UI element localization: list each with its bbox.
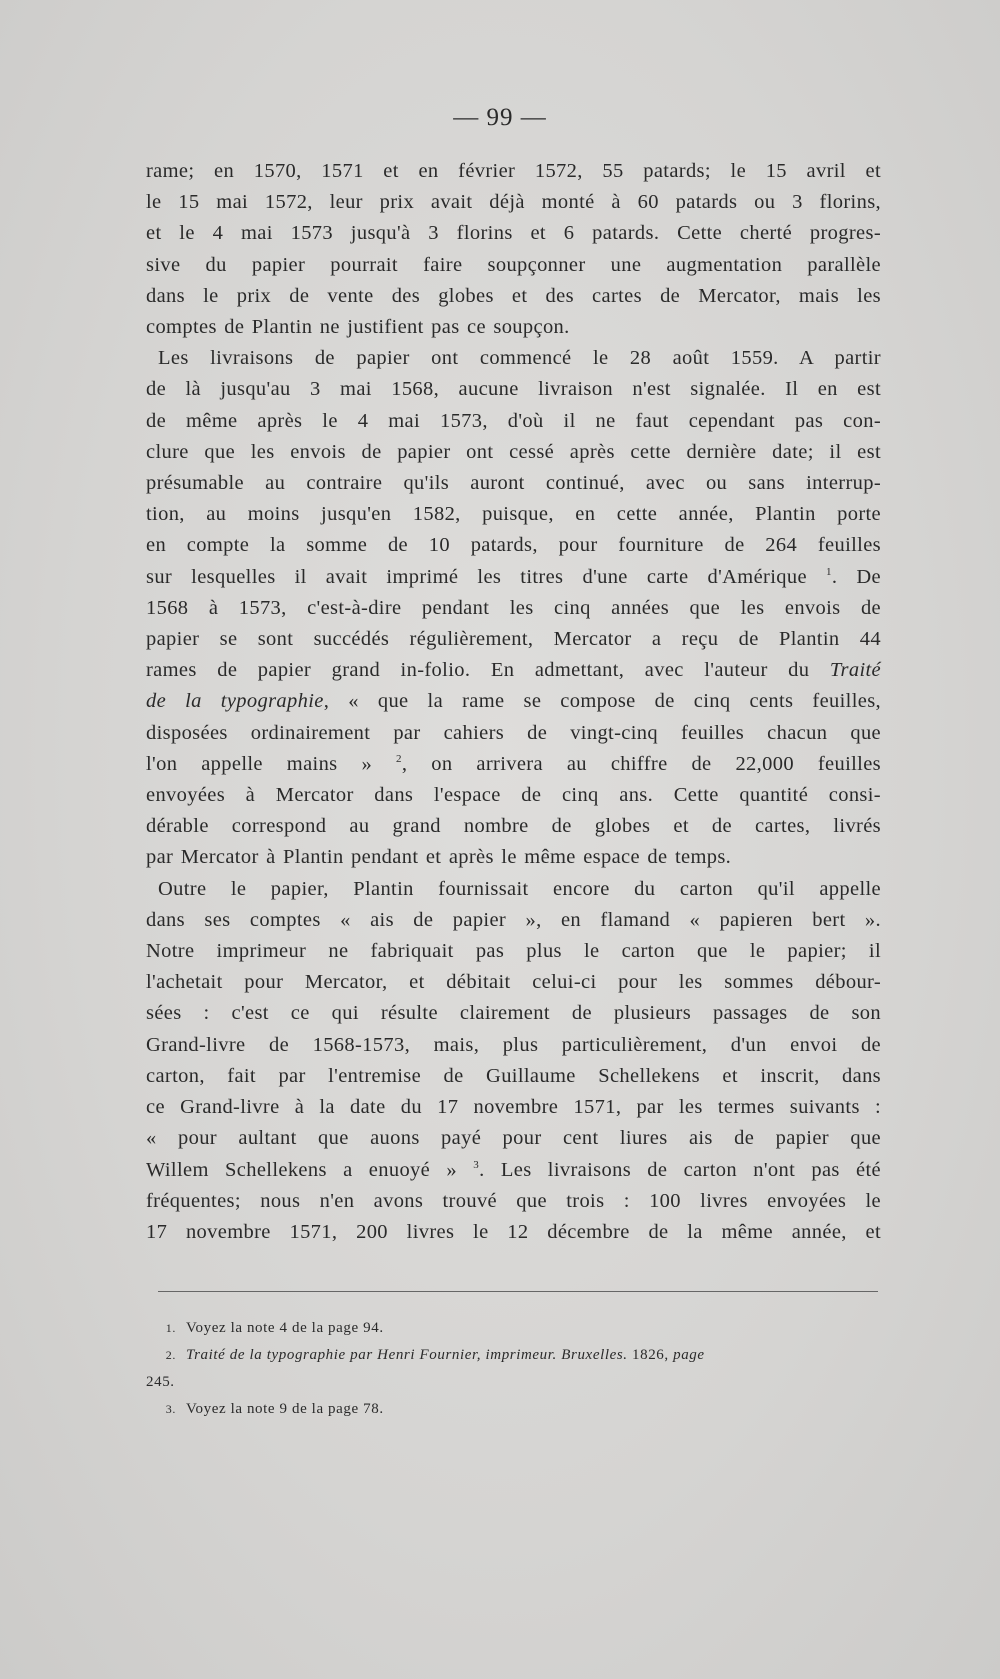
text-line: par Mercator à Plantin pendant et après le même espace de temps. [146, 846, 732, 869]
text-line: Outre le papier, Plantin fournissait encore du carton qu'il appelle [158, 877, 881, 900]
text-fragment: Willem Schellekens a enuoyé » [146, 1158, 457, 1181]
footnote-number: 3. [165, 1402, 176, 1416]
text-line: 1568 à 1573, c'est-à-dire pendant les cinq années que les envois de [146, 596, 881, 619]
footnote-text: Voyez la note 9 de la page 78. [186, 1401, 384, 1417]
footnote-page-word: page [673, 1347, 705, 1363]
footnote-2 [146, 1342, 881, 1369]
text-line: Les livraisons de papier ont commencé le 28 août 1559. A partir [158, 347, 881, 370]
text-line: l'achetait pour Mercator, et débitait celui-ci pour les sommes débour- [146, 971, 881, 994]
body-text [146, 156, 881, 1248]
text-line [146, 686, 881, 717]
text-line: Grand-livre de 1568-1573, mais, plus particulièrement, d'un envoi de [146, 1033, 881, 1056]
book-title-italic: Traité [829, 659, 882, 682]
text-fragment: rames de papier grand in-folio. En admettant, avec l'auteur du [146, 659, 810, 682]
book-title-italic: de la typographie [146, 690, 324, 713]
footnote-1 [146, 1315, 881, 1342]
text-line: de même après le 4 mai 1573, d'où il ne faut cependant pas con- [146, 409, 881, 432]
text-line: Notre imprimeur ne fabriquait pas plus le carton que le papier; il [146, 940, 881, 963]
text-line: dans ses comptes « ais de papier », en flamand « papieren bert ». [146, 908, 881, 931]
text-line: dérable correspond au grand nombre de globes et de cartes, livrés [146, 815, 881, 838]
text-line [146, 562, 881, 593]
text-line [146, 1155, 881, 1186]
text-line: « pour aultant que auons payé pour cent liures ais de papier que [146, 1127, 881, 1150]
text-line: carton, fait par l'entremise de Guillaume Schellekens et inscrit, dans [146, 1064, 881, 1087]
text-line [146, 655, 881, 686]
footnote-ref: 1 [825, 565, 832, 578]
footnote-text: Voyez la note 4 de la page 94. [186, 1320, 384, 1336]
text-line: papier se sont succédés régulièrement, Mercator a reçu de Plantin 44 [146, 628, 881, 651]
text-line [146, 749, 881, 780]
text-line: de là jusqu'au 3 mai 1568, aucune livraison n'est signalée. Il en est [146, 378, 881, 401]
text-line: sive du papier pourrait faire soupçonner une augmentation parallèle [146, 253, 881, 276]
footnote-ref: 3 [473, 1158, 480, 1171]
page-number: — 99 — [453, 104, 547, 131]
text-line: rame; en 1570, 1571 et en février 1572, 55 patards; le 15 avril et [146, 160, 881, 182]
text-line: comptes de Plantin ne justifient pas ce soupçon. [146, 316, 570, 339]
footnote-number: 1. [165, 1321, 176, 1335]
text-line: fréquentes; nous n'en avons trouvé que trois : 100 livres envoyées le [146, 1189, 881, 1212]
text-line: sées : c'est ce qui résulte clairement de plusieurs passages de son [146, 1002, 881, 1025]
footnote-3 [146, 1396, 881, 1423]
text-fragment: sur lesquelles il avait imprimé les titres d'une carte d'Amérique [146, 565, 807, 588]
text-line: le 15 mai 1572, leur prix avait déjà monté à 60 patards ou 3 florins, [146, 191, 881, 214]
footnotes [146, 1315, 881, 1423]
footnote-divider [158, 1291, 878, 1292]
text-fragment: , « que la rame se compose de cinq cents feuilles, [323, 690, 882, 713]
text-line: en compte la somme de 10 patards, pour fourniture de 264 feuilles [146, 534, 881, 557]
footnote-italic-text: Traité de la typographie par Henri Fournier, imprimeur. Bruxelles. [186, 1347, 628, 1363]
footnote-number: 2. [165, 1348, 176, 1362]
text-line: présumable au contraire qu'ils auront continué, avec ou sans interrup- [146, 472, 881, 495]
text-line: 17 novembre 1571, 200 livres le 12 décembre de la même année, et [146, 1220, 881, 1243]
footnote-2-continuation: 245. [146, 1374, 175, 1390]
footnote-year: 1826, [627, 1347, 674, 1363]
text-line: ce Grand-livre à la date du 17 novembre 1571, par les termes suivants : [146, 1096, 881, 1119]
text-line: tion, au moins jusqu'en 1582, puisque, en cette année, Plantin porte [146, 503, 881, 526]
text-fragment: l'on appelle mains » [146, 752, 373, 775]
text-fragment: . Les livraisons de carton n'ont pas été [479, 1158, 881, 1181]
text-line: dans le prix de vente des globes et des cartes de Mercator, mais les [146, 284, 881, 307]
text-line: disposées ordinairement par cahiers de vingt-cinq feuilles chacun que [146, 721, 881, 744]
text-fragment: , on arrivera au chiffre de 22,000 feuilles [401, 752, 881, 775]
text-line: envoyées à Mercator dans l'espace de cinq ans. Cette quantité consi- [146, 784, 881, 807]
text-fragment: . De [831, 565, 881, 588]
text-line: clure que les envois de papier ont cessé après cette dernière date; il est [146, 440, 881, 463]
text-line: et le 4 mai 1573 jusqu'à 3 florins et 6 patards. Cette cherté progres- [146, 222, 881, 245]
footnote-ref: 2 [395, 752, 402, 765]
